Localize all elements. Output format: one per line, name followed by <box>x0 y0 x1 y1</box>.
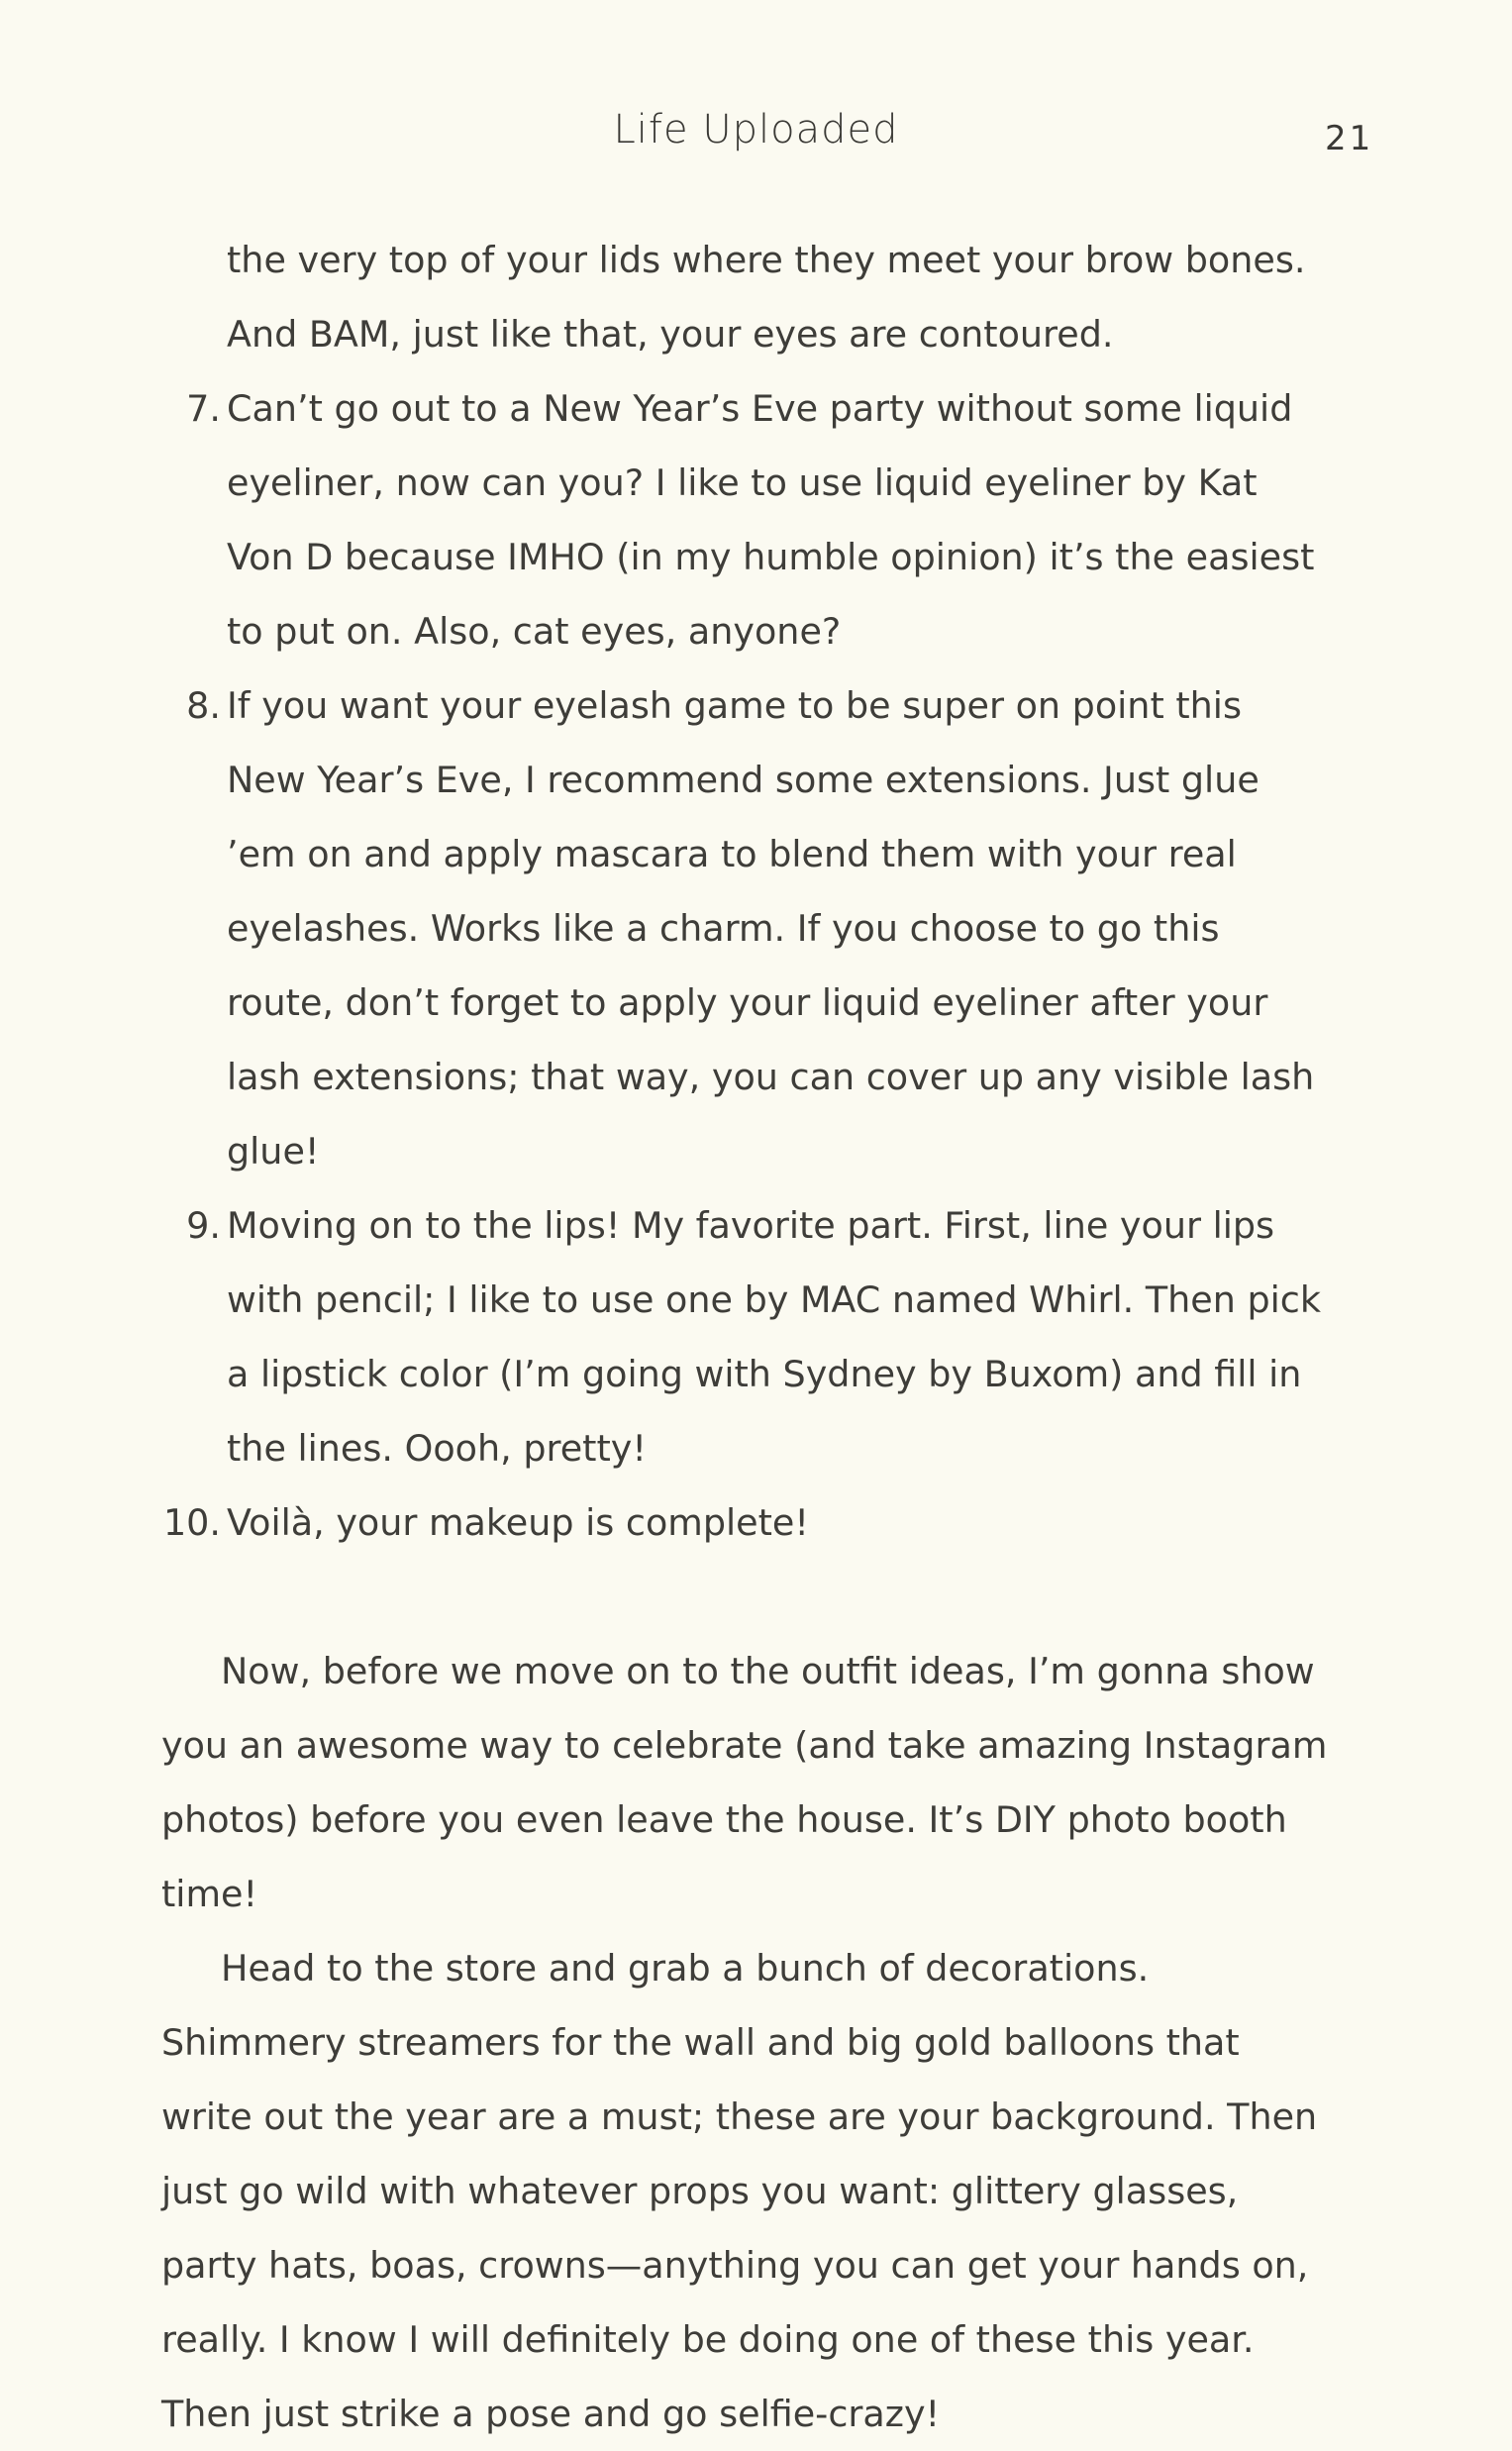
paragraph: Now, before we move on to the outfit ideas, I’m gonna show you an awesome way to celebrate (and take amazing Instagram photos) before you even leave the house. It’s DIY photo booth time! <box>161 1650 1328 1915</box>
step-number: 7. <box>186 387 221 430</box>
makeup-steps-list <box>161 371 1332 1560</box>
step-text: Moving on to the lips! My favorite part. First, line your lips with pencil; I like to use one by MAC named Whirl. Then pick a lipstick color (I’m going with Sydney by Buxom) and fill in the lines. Oooh, pretty! <box>227 1204 1321 1470</box>
continued-step-text: the very top of your lids where they meet your brow bones. And BAM, just like that, your eyes are contoured. <box>227 239 1306 356</box>
list-item <box>161 1485 1332 1560</box>
step-number: 10. <box>162 1501 221 1544</box>
step-text: If you want your eyelash game to be super on point this New Year’s Eve, I recommend some extensions. Just glue ’em on and apply mascara to blend them with your real eyelashes. Works like a charm. If you choose to go this route, don’t forget to apply your liquid eyeliner after your lash extensions; that way, you can cover up any visible lash glue! <box>227 684 1315 1173</box>
running-title: Life Uploaded <box>613 107 899 153</box>
step-number: 9. <box>186 1204 221 1247</box>
list-item <box>161 371 1332 668</box>
step-text: Voilà, your makeup is complete! <box>227 1501 809 1544</box>
running-header <box>0 107 1512 166</box>
list-item <box>161 668 1332 1188</box>
section-break <box>161 1560 1332 1634</box>
page-number: 21 <box>1325 119 1374 158</box>
list-item <box>161 1188 1332 1485</box>
step-text: Can’t go out to a New Year’s Eve party without some liquid eyeliner, now can you? I like to use liquid eyeliner by Kat Von D because IMHO (in my humble opinion) it’s the easiest to put on. Also, cat eyes, anyone? <box>227 387 1315 653</box>
paragraph: Head to the store and grab a bunch of decorations. Shimmery streamers for the wall and big gold balloons that write out the year are a must; these are your background. Then just go wild with whatever props you want: glittery glasses, party hats, boas, crowns—anything you can get your hands on, really. I know I will definitely be doing one of these this year. Then just strike a pose and go selfie-crazy! <box>161 1947 1318 2435</box>
body-text <box>161 223 1332 2451</box>
step-number: 8. <box>186 684 221 727</box>
